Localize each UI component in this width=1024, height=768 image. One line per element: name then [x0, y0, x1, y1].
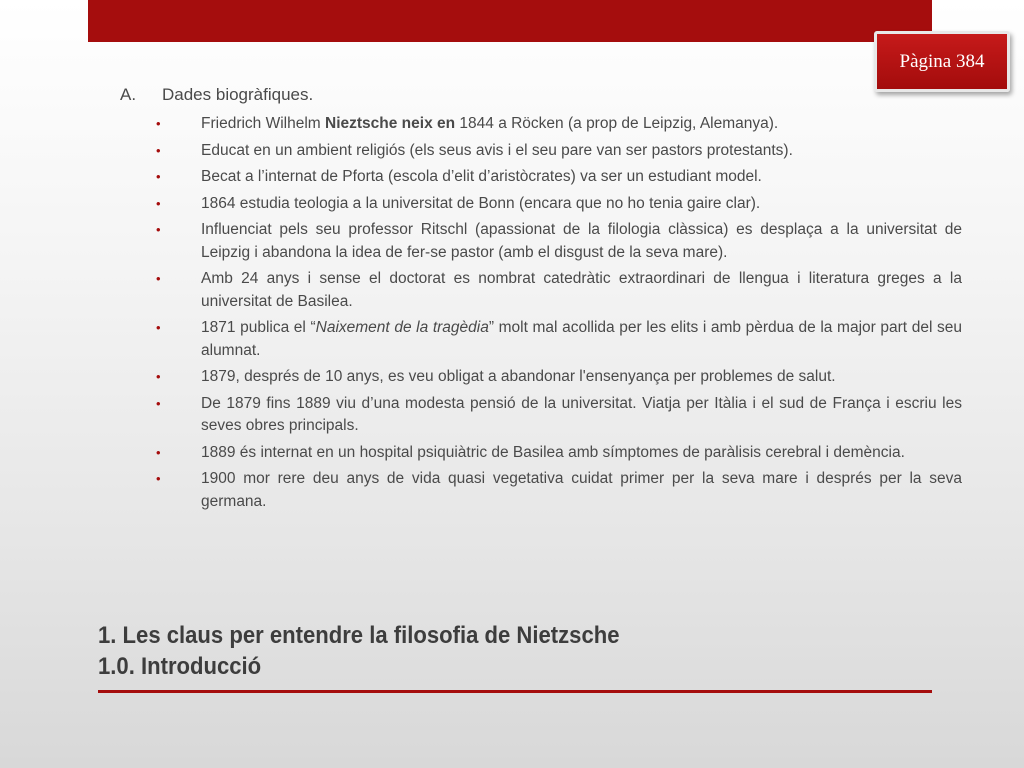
bullet-item: [120, 193, 962, 216]
bullet-dot-icon: •: [156, 271, 161, 286]
bullet-item: [120, 442, 962, 465]
bullet-item: [120, 317, 962, 362]
top-accent-bar: [88, 0, 932, 42]
bullet-text: 1889 és internat en un hospital psiquiàtric de Basilea amb símptomes de paràlisis cerebral i demència.: [201, 443, 905, 461]
bullet-text: Educat en un ambient religiós (els seus avis i el seu pare van ser pastors protestants).: [201, 141, 793, 159]
bullet-dot-icon: •: [156, 169, 161, 184]
bullet-item: [120, 166, 962, 189]
bullet-dot-icon: •: [156, 444, 161, 460]
bullet-dot-icon: •: [156, 471, 161, 486]
section-heading: [120, 84, 962, 106]
bullet-text: ” molt mal acollida per les elits i amb pèrdua de la major part del seu alumnat.: [201, 319, 962, 359]
bullet-dot-icon: •: [156, 395, 161, 411]
section-marker: A.: [120, 85, 137, 104]
title-underline: [98, 690, 932, 693]
bullet-text: Becat a l’internat de Pforta (escola d’elit d’aristòcrates) va ser un estudiant model.: [201, 168, 762, 185]
bullet-item: [120, 268, 962, 313]
bullet-text: 1871 publica el “: [201, 319, 316, 336]
slide-title-line-1: 1. Les claus per entendre la filosofia de Nietzsche: [98, 622, 620, 649]
bullet-dot-icon: •: [156, 195, 161, 211]
bullet-text: 1879, després de 10 anys, es veu obligat a abandonar l'ensenyança per problemes de salut.: [201, 368, 836, 385]
bullet-item: [120, 468, 962, 513]
page-number-badge: [874, 31, 1010, 92]
bullet-text: Influenciat pels seu professor Ritschl (apassionat de la filologia clàssica) es desplaça a la universitat de Leipzig i abandona la idea de fer-se pastor (amb el disgust de la seva mare).: [201, 221, 962, 261]
section-heading-text: Dades biogràfiques.: [162, 85, 314, 104]
bullet-item: [120, 113, 962, 136]
bullet-item: [120, 366, 962, 389]
bullet-dot-icon: •: [156, 142, 161, 158]
bullet-dot-icon: •: [156, 116, 161, 131]
bullet-dot-icon: •: [156, 320, 161, 335]
bullet-text: De 1879 fins 1889 viu d’una modesta pensió de la universitat. Viatja per Itàlia i el sud de França i escriu les seves obres principals.: [201, 394, 962, 434]
page-number-label: Pàgina 384: [899, 50, 985, 72]
slide-content: [120, 84, 962, 517]
bullet-item: [120, 140, 962, 163]
bullet-item: [120, 219, 962, 264]
bullet-list: [120, 113, 962, 513]
bullet-dot-icon: •: [156, 222, 161, 237]
bullet-text: Amb 24 anys i sense el doctorat es nombrat catedràtic extraordinari de llengua i literatura greges a la universitat de Basilea.: [201, 270, 962, 310]
bullet-text: 1900 mor rere deu anys de vida quasi vegetativa cuidat primer per la seva mare i després per la seva germana.: [201, 470, 962, 510]
bullet-text: 1844 a Röcken (a prop de Leipzig, Alemanya).: [455, 115, 779, 132]
bullet-text: Nieztsche neix en: [325, 115, 456, 132]
bullet-dot-icon: •: [156, 369, 161, 384]
slide-title: [98, 620, 871, 682]
bullet-text: 1864 estudia teologia a la universitat de Bonn (encara que no ho tenia gaire clar).: [201, 194, 761, 212]
slide-title-line-2: 1.0. Introducció: [98, 653, 262, 680]
bullet-text: Friedrich Wilhelm: [201, 115, 326, 132]
bullet-item: [120, 393, 962, 438]
bullet-text: Naixement de la tragèdia: [315, 319, 489, 336]
